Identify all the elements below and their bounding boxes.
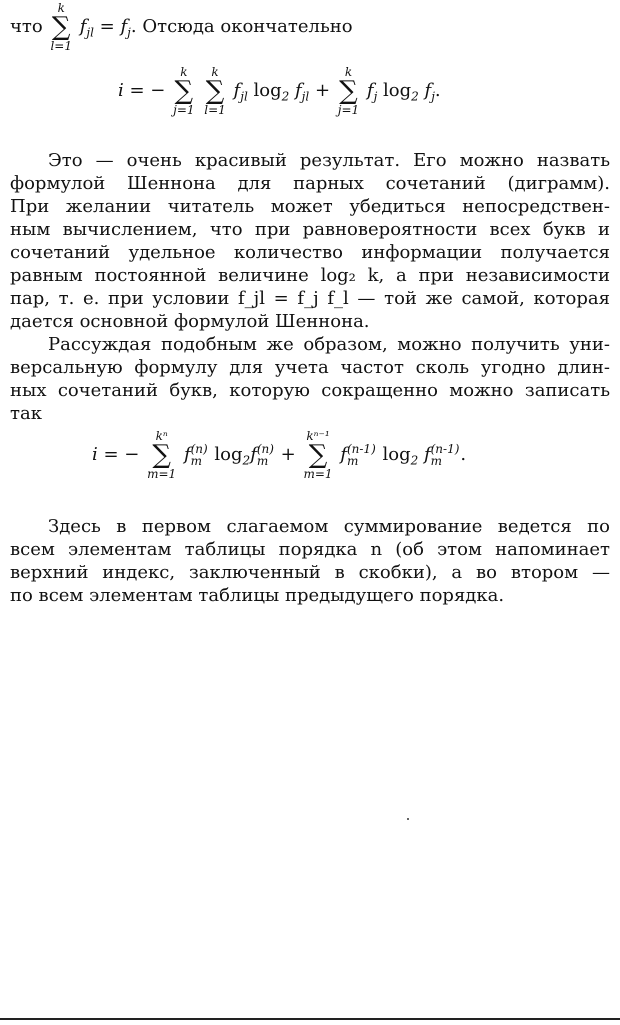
intro-word: что [10, 16, 43, 37]
paragraph2-line: версальную формулу для учета частот сколь угодно длин- [10, 357, 610, 378]
formula2-sum1 [147, 430, 176, 480]
formula2-term2b-sub: m [430, 454, 443, 468]
formula1-sum2-top: k [211, 65, 219, 79]
formula2-term1-sup: (n) [190, 442, 208, 456]
formula1-log2: log [377, 80, 412, 101]
formula1-sum1-top: k [180, 65, 188, 79]
formula1-sum3 [338, 66, 359, 116]
formula1-term2b-sub: j [431, 89, 435, 104]
paragraph3-line: по всем элементам таблицы предыдущего порядка. [10, 585, 505, 606]
formula1-sum1-bottom: j=1 [173, 103, 195, 117]
intro-rhs-sub: j [127, 25, 131, 40]
formula2-sum1-top: kⁿ [155, 429, 168, 443]
formula2-term1-indices [191, 443, 208, 467]
formula1-term1: f [233, 80, 241, 101]
formula1-end: . [434, 80, 441, 101]
formula1-log1: log [247, 80, 282, 101]
paragraph2-line: так [10, 403, 42, 424]
intro-sum-bottom: l=1 [50, 39, 72, 53]
formula1-sum2-bottom: l=1 [204, 103, 226, 117]
formula2-term1: f [183, 444, 191, 465]
formula1-plus: + [309, 80, 336, 101]
intro-line [10, 2, 353, 52]
formula2-term2b: f [418, 444, 431, 465]
formula1-term1-sub: jl [240, 89, 248, 104]
sigma-symbol: ∑ [308, 440, 328, 470]
intro-term: f [79, 16, 87, 37]
formula2-term1-sub: m [190, 454, 202, 468]
paragraph2-line: Рассуждая подобным же образом, можно получить уни- [48, 334, 610, 355]
sigma-symbol: ∑ [152, 440, 171, 470]
formula2-term1b-sub: m [256, 454, 269, 468]
paragraph1-line: пар, т. е. при условии f_jl = f_j f_l — той же самой, которая [10, 288, 610, 309]
formula2-term1b: f [250, 444, 257, 465]
formula-shannon-digrams [118, 66, 441, 116]
paragraph3-line: всем элементам таблицы порядка n (об этом напоминает [10, 539, 610, 560]
paragraph2-line: ных сочетаний букв, которую сокращенно можно записать [10, 380, 610, 401]
sigma-symbol: ∑ [205, 76, 225, 106]
page-bottom-rule [0, 1018, 620, 1020]
formula2-term2b-sup: (n-1) [430, 442, 460, 456]
intro-rhs: f [120, 16, 128, 37]
formula1-term1b: f [289, 80, 302, 101]
paragraph1-line: равным постоянной величине log₂ k, а при независимости [10, 265, 610, 286]
speck-mark [407, 818, 409, 820]
formula1-term1b-sub: jl [301, 89, 310, 104]
formula2-term1b-sup: (n) [256, 442, 274, 456]
paragraph1-line: Это — очень красивый результат. Его можно назвать [48, 150, 610, 171]
formula1-sum3-bottom: j=1 [337, 103, 360, 117]
formula2-sum2 [303, 430, 332, 480]
formula2-term2-indices [347, 443, 376, 467]
formula1-term2b: f [418, 80, 432, 101]
formula1-term2-sub: j [373, 89, 378, 104]
formula2-log2: log [376, 444, 411, 465]
formula2-term2: f [340, 444, 347, 465]
formula1-eq: = − [129, 80, 166, 101]
formula2-term2-sup: (n-1) [346, 442, 376, 456]
formula2-end: . [460, 444, 467, 465]
formula1-log1-sub: 2 [281, 89, 290, 104]
formula2-lhs: i [92, 444, 98, 465]
sigma-symbol: ∑ [174, 76, 194, 106]
intro-sum-top: k [57, 1, 65, 15]
formula2-log2-sub: 2 [410, 453, 419, 468]
formula1-sum1 [173, 66, 194, 116]
paragraph1-line: ным вычислением, что при равновероятности всех букв и [10, 219, 610, 240]
paragraph1-line: При желании читатель может убедиться непосредствен- [10, 196, 610, 217]
formula2-sum2-top: kⁿ⁻¹ [306, 429, 330, 443]
formula-universal [92, 430, 466, 480]
intro-equals: = [99, 16, 115, 37]
formula2-term2b-indices [431, 443, 460, 467]
sigma-symbol: ∑ [339, 76, 358, 106]
intro-tail: . Отсюда окончательно [130, 16, 353, 37]
formula1-sum2 [204, 66, 226, 116]
formula2-log1-sub: 2 [242, 453, 251, 468]
formula2-log1: log [208, 444, 243, 465]
formula1-sum3-top: k [344, 65, 353, 79]
paragraph1-line: формулой Шеннона для парных сочетаний (диграмм). [10, 173, 610, 194]
formula1-log2-sub: 2 [411, 89, 419, 104]
formula2-term1b-indices [257, 443, 274, 467]
paragraph1-line: сочетаний удельное количество информации получается [10, 242, 610, 263]
formula2-plus: + [274, 444, 302, 465]
formula1-lhs: i [118, 80, 124, 101]
paragraph1-line: дается основной формулой Шеннона. [10, 311, 370, 332]
formula2-sum1-bottom: m=1 [147, 467, 177, 481]
intro-sum [50, 2, 72, 52]
formula1-term2: f [366, 80, 374, 101]
formula2-eq: = − [103, 444, 140, 465]
sigma-symbol: ∑ [51, 12, 71, 42]
paragraph3-line: Здесь в первом слагаемом суммирование ведется по [48, 516, 610, 537]
paragraph3-line: верхний индекс, заключенный в скобки), а во втором — [10, 562, 610, 583]
formula2-sum2-bottom: m=1 [303, 467, 333, 481]
intro-term-sub: jl [86, 25, 94, 40]
formula2-term2-sub: m [346, 454, 359, 468]
